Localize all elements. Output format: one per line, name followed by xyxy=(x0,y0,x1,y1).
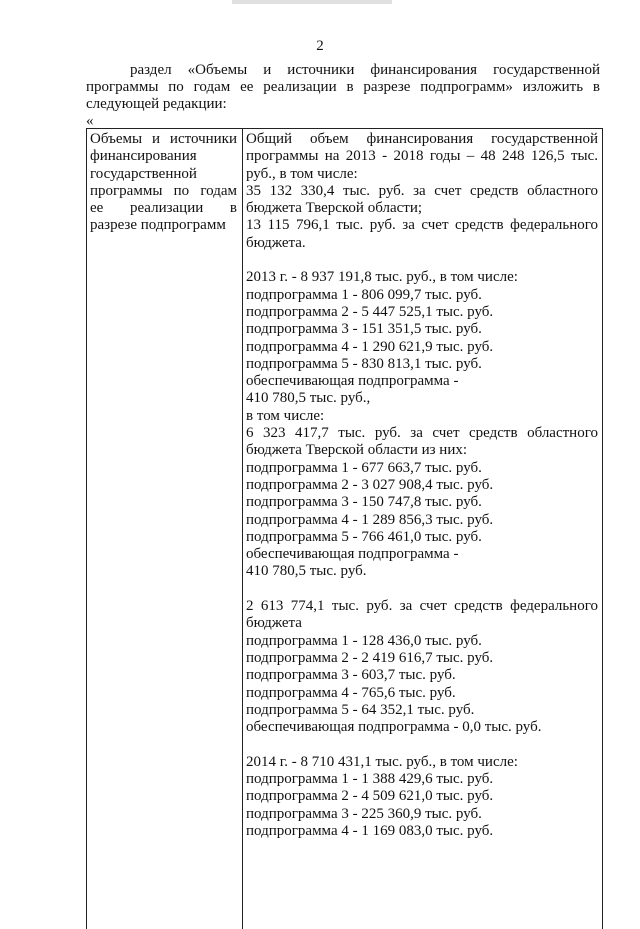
list-item: подпрограмма 2 - 5 447 525,1 тыс. руб. xyxy=(246,303,494,320)
total-regional-budget: 35 132 330,4 тыс. руб. за счет средств областного бюджета Тверской области; xyxy=(246,182,598,217)
year-2013-header: 2013 г. - 8 937 191,8 тыс. руб., в том числе: xyxy=(246,269,518,286)
list-item: подпрограмма 4 - 1 290 621,9 тыс. руб. xyxy=(246,338,494,355)
list-item: подпрограмма 2 - 4 509 621,0 тыс. руб. xyxy=(246,788,494,805)
list-item: подпрограмма 4 - 765,6 тыс. руб. xyxy=(246,684,456,701)
column-divider xyxy=(242,129,243,929)
table-label-cell: Объемы и источники финансирования государственной программы по годам ее реализации в разрезе подпрограмм xyxy=(90,131,237,234)
year-2014-header: 2014 г. - 8 710 431,1 тыс. руб., в том числе: xyxy=(246,753,518,770)
list-item: подпрограмма 3 - 150 747,8 тыс. руб. xyxy=(246,494,482,511)
financing-table xyxy=(86,128,603,929)
list-item: подпрограмма 3 - 151 351,5 тыс. руб. xyxy=(246,321,482,338)
list-item: 410 780,5 тыс. руб., xyxy=(246,390,371,407)
list-item: подпрограмма 5 - 830 813,1 тыс. руб. xyxy=(246,355,482,372)
list-item: подпрограмма 1 - 1 388 429,6 тыс. руб. xyxy=(246,770,494,787)
list-item: подпрограмма 1 - 128 436,0 тыс. руб. xyxy=(246,632,482,649)
list-item: подпрограмма 2 - 2 419 616,7 тыс. руб. xyxy=(246,649,494,666)
page-edge-mark xyxy=(232,0,392,4)
year-2013-federal-header: 2 613 774,1 тыс. руб. за счет средств федерального бюджета xyxy=(246,598,598,632)
page-number: 2 xyxy=(316,38,324,54)
list-item: 410 780,5 тыс. руб. xyxy=(246,563,367,580)
total-financing-paragraph: Общий объем финансирования государственной программы на 2013 - 2018 годы – 48 248 126,5 тыс. руб., в том числе: xyxy=(246,131,598,182)
table-content-cell xyxy=(246,131,598,840)
year-2013-regional-header: 6 323 417,7 тыс. руб. за счет средств областного бюджета Тверской области из них: xyxy=(246,425,598,459)
list-item: подпрограмма 1 - 806 099,7 тыс. руб. xyxy=(246,286,482,303)
list-item: подпрограмма 3 - 603,7 тыс. руб. xyxy=(246,667,456,684)
list-item: подпрограмма 4 - 1 169 083,0 тыс. руб. xyxy=(246,822,494,839)
opening-quote: « xyxy=(86,113,94,129)
list-item: подпрограмма 5 - 64 352,1 тыс. руб. xyxy=(246,701,475,718)
list-item: подпрограмма 4 - 1 289 856,3 тыс. руб. xyxy=(246,511,494,528)
list-item: подпрограмма 1 - 677 663,7 тыс. руб. xyxy=(246,459,482,476)
list-item: подпрограмма 3 - 225 360,9 тыс. руб. xyxy=(246,805,482,822)
list-item: подпрограмма 2 - 3 027 908,4 тыс. руб. xyxy=(246,476,494,493)
list-item: подпрограмма 5 - 766 461,0 тыс. руб. xyxy=(246,528,482,545)
list-item: обеспечивающая подпрограмма - xyxy=(246,373,459,390)
intro-paragraph: раздел «Объемы и источники финансирования государственной программы по годам ее реализации в разрезе подпрограмм» изложить в следующей редакции: xyxy=(86,62,600,112)
list-item: обеспечивающая подпрограмма - 0,0 тыс. руб. xyxy=(246,719,542,736)
total-federal-budget: 13 115 796,1 тыс. руб. за счет средств федерального бюджета. xyxy=(246,217,598,251)
list-item: обеспечивающая подпрограмма - xyxy=(246,546,459,563)
list-item: в том числе: xyxy=(246,407,325,424)
